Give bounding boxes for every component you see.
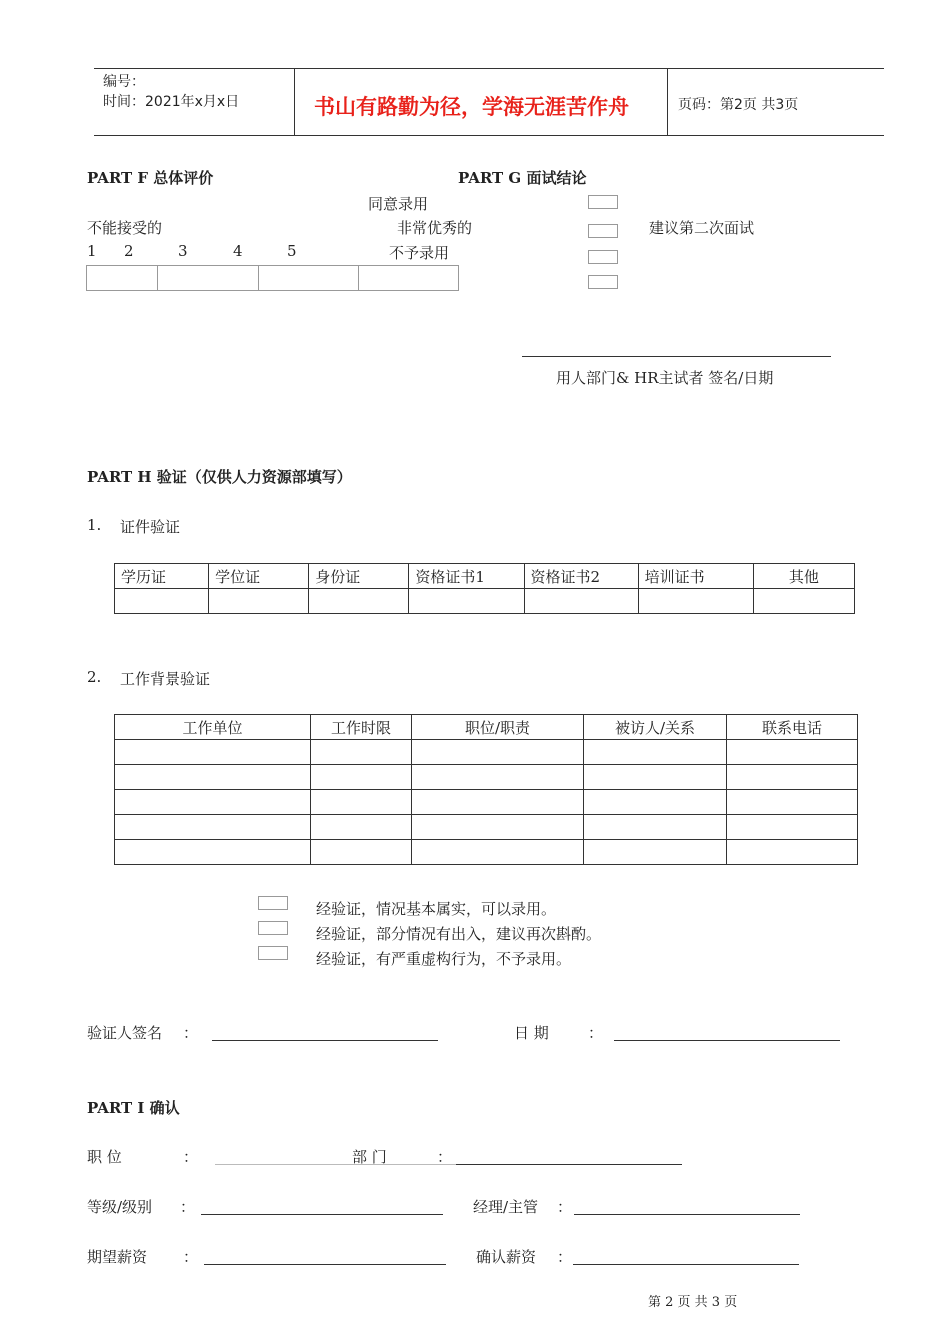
certificate-header-cell: 其他 bbox=[753, 564, 854, 589]
scale-number-3: 3 bbox=[178, 242, 188, 260]
option-second-interview-label: 建议第二次面试 bbox=[649, 219, 755, 237]
work-input-cell[interactable] bbox=[584, 815, 727, 840]
grade-label: 等级/级别 bbox=[87, 1198, 153, 1216]
certificate-header-cell: 培训证书 bbox=[638, 564, 753, 589]
part-g-title: PART G 面试结论 bbox=[458, 169, 587, 187]
certificate-input-cell[interactable] bbox=[638, 589, 753, 614]
work-input-cell[interactable] bbox=[584, 740, 727, 765]
work-input-cell[interactable] bbox=[727, 740, 858, 765]
verifier-signature-field[interactable] bbox=[212, 1022, 438, 1041]
header-code-label: 编号： bbox=[103, 74, 145, 90]
work-input-cell[interactable] bbox=[311, 790, 412, 815]
verify-date-label: 日 期 bbox=[514, 1024, 549, 1042]
certificate-input-row bbox=[115, 589, 855, 614]
header-top-rule bbox=[94, 68, 884, 69]
work-input-cell[interactable] bbox=[412, 765, 584, 790]
position-colon: ： bbox=[183, 1148, 199, 1166]
work-input-cell[interactable] bbox=[584, 765, 727, 790]
manager-colon: ： bbox=[557, 1198, 573, 1216]
scale-number-1: 1 bbox=[87, 242, 97, 260]
part-i-title: PART I 确认 bbox=[87, 1099, 180, 1117]
expected-salary-label: 期望薪资 bbox=[87, 1248, 148, 1266]
confirmed-salary-colon: ： bbox=[557, 1248, 573, 1266]
scale-right-label: 非常优秀的 bbox=[397, 219, 473, 237]
certificate-header-cell: 资格证书1 bbox=[409, 564, 524, 589]
rating-cell-3[interactable] bbox=[258, 265, 359, 291]
result-partial-checkbox[interactable] bbox=[258, 921, 288, 935]
section1-number: 1. bbox=[87, 516, 102, 534]
work-input-cell[interactable] bbox=[727, 815, 858, 840]
rating-cell-4[interactable] bbox=[358, 265, 459, 291]
work-input-cell[interactable] bbox=[727, 840, 858, 865]
header-divider-right bbox=[667, 68, 668, 135]
confirmed-salary-label: 确认薪资 bbox=[476, 1248, 537, 1266]
header-divider-left bbox=[294, 68, 295, 135]
confirmed-salary-field[interactable] bbox=[573, 1246, 799, 1265]
option-hire-checkbox[interactable] bbox=[588, 195, 618, 209]
section2-label: 工作背景验证 bbox=[120, 670, 211, 688]
department-field[interactable] bbox=[456, 1146, 682, 1165]
verifier-label: 验证人签名 bbox=[87, 1024, 163, 1042]
certificate-input-cell[interactable] bbox=[209, 589, 309, 614]
certificate-header-row bbox=[115, 564, 855, 589]
grade-field[interactable] bbox=[201, 1196, 443, 1215]
position-field[interactable] bbox=[215, 1146, 457, 1165]
work-input-row bbox=[115, 740, 858, 765]
work-input-row bbox=[115, 840, 858, 865]
scale-number-4: 4 bbox=[233, 242, 243, 260]
option-reject-label: 不予录用 bbox=[389, 244, 450, 262]
scale-number-5: 5 bbox=[287, 242, 297, 260]
work-input-cell[interactable] bbox=[311, 815, 412, 840]
work-header-cell: 工作时限 bbox=[311, 715, 412, 740]
grade-colon: ： bbox=[180, 1198, 196, 1216]
result-true-label: 经验证，情况基本属实，可以录用。 bbox=[316, 900, 557, 918]
result-false-checkbox[interactable] bbox=[258, 946, 288, 960]
work-background-table bbox=[114, 714, 858, 865]
verify-date-colon: ： bbox=[588, 1024, 604, 1042]
work-input-row bbox=[115, 815, 858, 840]
work-input-cell[interactable] bbox=[727, 790, 858, 815]
department-label: 部 门 bbox=[352, 1148, 387, 1166]
result-false-label: 经验证，有严重虚构行为，不予录用。 bbox=[316, 950, 572, 968]
department-colon: ： bbox=[437, 1148, 453, 1166]
footer-page-number: 第 2 页 共 3 页 bbox=[648, 1295, 738, 1310]
work-header-cell: 职位/职责 bbox=[412, 715, 584, 740]
certificate-table bbox=[114, 563, 855, 614]
work-input-row bbox=[115, 765, 858, 790]
work-input-cell[interactable] bbox=[412, 790, 584, 815]
verify-date-field[interactable] bbox=[614, 1022, 840, 1041]
header-time-label: 时间：2021年x月x日 bbox=[103, 94, 240, 110]
work-input-cell[interactable] bbox=[115, 790, 311, 815]
certificate-header-cell: 资格证书2 bbox=[524, 564, 638, 589]
section2-number: 2. bbox=[87, 668, 102, 686]
certificate-input-cell[interactable] bbox=[309, 589, 409, 614]
result-true-checkbox[interactable] bbox=[258, 896, 288, 910]
signature-caption: 用人部门& HR主试者 签名/日期 bbox=[556, 369, 774, 387]
work-header-cell: 工作单位 bbox=[115, 715, 311, 740]
work-header-row bbox=[115, 715, 858, 740]
manager-label: 经理/主管 bbox=[473, 1198, 539, 1216]
position-label: 职 位 bbox=[87, 1148, 122, 1166]
work-input-cell[interactable] bbox=[412, 815, 584, 840]
section1-label: 证件验证 bbox=[120, 518, 181, 536]
work-input-cell[interactable] bbox=[412, 740, 584, 765]
work-input-cell[interactable] bbox=[115, 765, 311, 790]
work-input-cell[interactable] bbox=[115, 815, 311, 840]
certificate-input-cell[interactable] bbox=[115, 589, 209, 614]
work-input-cell[interactable] bbox=[727, 765, 858, 790]
option-hire-label: 同意录用 bbox=[368, 195, 429, 213]
work-header-cell: 被访人/关系 bbox=[584, 715, 727, 740]
scale-left-label: 不能接受的 bbox=[87, 219, 163, 237]
interviewer-signature-line[interactable] bbox=[522, 356, 831, 357]
header-page-info: 页码：第2页 共3页 bbox=[678, 97, 799, 113]
rating-cell-2[interactable] bbox=[157, 265, 259, 291]
certificate-input-cell[interactable] bbox=[409, 589, 524, 614]
work-input-row bbox=[115, 790, 858, 815]
option-reject-checkbox[interactable] bbox=[588, 250, 618, 264]
part-h-title: PART H 验证（仅供人力资源部填写） bbox=[87, 468, 352, 486]
rating-cell-1[interactable] bbox=[86, 265, 158, 291]
work-input-cell[interactable] bbox=[115, 740, 311, 765]
expected-salary-colon: ： bbox=[183, 1248, 199, 1266]
work-input-cell[interactable] bbox=[311, 765, 412, 790]
header-bottom-rule bbox=[94, 135, 884, 136]
scale-number-2: 2 bbox=[124, 242, 134, 260]
work-input-cell[interactable] bbox=[311, 740, 412, 765]
manager-field[interactable] bbox=[574, 1196, 800, 1215]
part-f-title: PART F 总体评价 bbox=[87, 169, 214, 187]
header-motto: 书山有路勤为径，学海无涯苦作舟 bbox=[314, 94, 629, 119]
work-header-cell: 联系电话 bbox=[727, 715, 858, 740]
verifier-colon: ： bbox=[183, 1024, 199, 1042]
certificate-input-cell[interactable] bbox=[753, 589, 854, 614]
work-input-cell[interactable] bbox=[115, 840, 311, 865]
certificate-header-cell: 学历证 bbox=[115, 564, 209, 589]
work-input-cell[interactable] bbox=[311, 840, 412, 865]
option-second-interview-checkbox[interactable] bbox=[588, 224, 618, 238]
result-partial-label: 经验证，部分情况有出入，建议再次斟酌。 bbox=[316, 925, 602, 943]
certificate-header-cell: 身份证 bbox=[309, 564, 409, 589]
certificate-header-cell: 学位证 bbox=[209, 564, 309, 589]
certificate-input-cell[interactable] bbox=[524, 589, 638, 614]
work-input-cell[interactable] bbox=[584, 790, 727, 815]
expected-salary-field[interactable] bbox=[204, 1246, 446, 1265]
work-input-cell[interactable] bbox=[412, 840, 584, 865]
work-input-cell[interactable] bbox=[584, 840, 727, 865]
option-extra-checkbox[interactable] bbox=[588, 275, 618, 289]
